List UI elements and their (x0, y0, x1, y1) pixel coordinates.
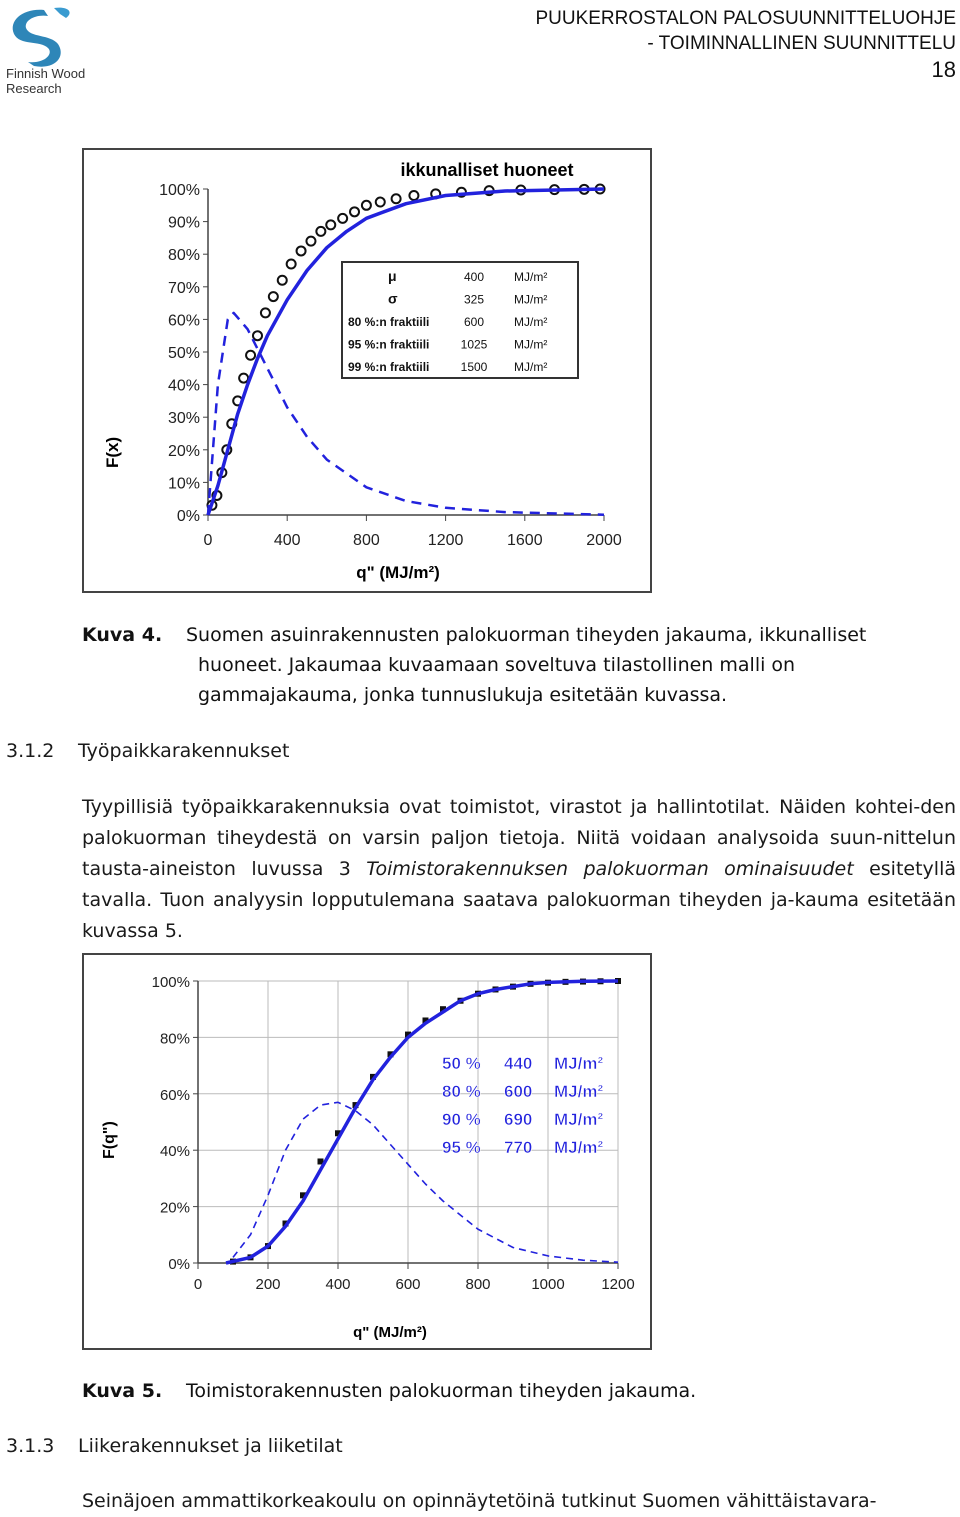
percentile-unit: MJ/m² (554, 1054, 604, 1073)
x-tick-label: 800 (465, 1276, 491, 1293)
figure-5-chart (84, 955, 650, 1348)
observed-data-point (261, 308, 270, 317)
percentile-value: 440 (504, 1054, 533, 1073)
percentile-unit: MJ/m² (554, 1138, 604, 1157)
x-tick-label: 1600 (507, 532, 543, 549)
chart1-stats-box (342, 262, 578, 378)
x-tick-label: 400 (273, 532, 301, 549)
stats-label: 99 %:n fraktiili (348, 360, 430, 374)
x-tick-label: 1200 (601, 1276, 635, 1293)
observed-data-point (253, 331, 262, 340)
observed-data-point (297, 246, 306, 255)
x-tick-label: 200 (255, 1276, 281, 1293)
chart1-title: ikkunalliset huoneet (400, 160, 574, 180)
logo-line1: Finnish Wood (6, 66, 86, 81)
section-number: 3.1.3 (6, 1435, 55, 1457)
logo-text (6, 66, 85, 96)
section-title: Liikerakennukset ja liiketilat (78, 1435, 343, 1457)
section-3-1-3-heading (6, 1432, 343, 1460)
caption4-line3: gammajakauma, jonka tunnuslukuja esitetään kuvassa. (198, 684, 728, 706)
x-tick-label: 0 (203, 532, 213, 549)
observed-data-point (306, 237, 315, 246)
y-tick-label: 0% (176, 508, 200, 525)
chart1-ylabel: F(x) (103, 436, 122, 468)
y-tick-label: 60% (159, 1086, 190, 1104)
chart2-axes (152, 974, 635, 1293)
y-tick-label: 50% (167, 345, 200, 362)
figure-4-frame (82, 148, 652, 593)
observed-data-point (316, 227, 325, 236)
body-paragraph-2: Seinäjoen ammattikorkeakoulu on opinnäytetöinä tutkinut Suomen vähittäistavara- (82, 1490, 877, 1512)
observed-data-point (246, 351, 255, 360)
percentile-unit: MJ/m² (554, 1082, 604, 1101)
stats-value: 1025 (460, 337, 488, 352)
percentile-unit: MJ/m² (554, 1110, 604, 1129)
body-paragraph-1 (82, 792, 956, 947)
y-tick-label: 70% (167, 279, 200, 297)
observed-data-point (326, 220, 335, 229)
paragraph1-text-b: esitetyllä tavalla. Tuon analyysin lopputulemana saatava palokuorman tiheyden ja-kauma esitetään kuvassa 5. (82, 858, 956, 942)
y-tick-label: 80% (159, 1030, 190, 1048)
y-tick-label: 0% (168, 1256, 190, 1273)
percentile-value: 690 (504, 1110, 533, 1129)
y-tick-label: 60% (167, 312, 200, 330)
header-title-line2: - TOIMINNALLINEN SUUNNITTELU (647, 33, 956, 54)
x-tick-label: 400 (325, 1276, 351, 1293)
x-tick-label: 600 (395, 1276, 421, 1293)
stats-label: σ (388, 290, 398, 307)
x-tick-label: 0 (193, 1276, 203, 1293)
stats-unit: MJ/m² (514, 315, 548, 329)
header-title-line1: PUUKERROSTALON PALOSUUNNITTELUOHJE (535, 8, 956, 29)
stats-label: 80 %:n fraktiili (348, 315, 430, 329)
stats-value: 1500 (460, 360, 488, 374)
percentile-label: 95 % (442, 1138, 481, 1157)
stats-value: 325 (463, 292, 485, 307)
percentile-label: 90 % (442, 1110, 481, 1129)
caption4-line1: Suomen asuinrakennusten palokuorman tiheyden jakauma, ikkunalliset (186, 624, 867, 646)
caption5-label: Kuva 5. (82, 1380, 163, 1402)
page-number: 18 (931, 57, 956, 82)
stats-value: 600 (463, 315, 485, 329)
percentile-value: 770 (504, 1138, 533, 1157)
y-tick-label: 100% (151, 974, 190, 991)
y-tick-label: 30% (167, 410, 200, 428)
stats-unit: MJ/m² (514, 270, 548, 284)
page-header (535, 6, 956, 84)
observed-data-point (287, 259, 296, 268)
figure-5-frame (82, 953, 652, 1350)
figure-4-caption (82, 620, 956, 712)
y-tick-label: 20% (159, 1199, 190, 1217)
y-tick-label: 80% (167, 247, 200, 265)
percentile-value: 600 (504, 1082, 533, 1101)
section-3-1-2-heading (6, 737, 289, 765)
percentile-label: 50 % (442, 1054, 481, 1073)
y-tick-label: 100% (159, 182, 200, 199)
section-title: Työpaikkarakennukset (78, 740, 290, 762)
y-tick-label: 20% (167, 442, 200, 460)
y-tick-label: 90% (167, 214, 200, 232)
observed-data-point (392, 194, 401, 203)
observed-data-point (338, 214, 347, 223)
stats-label: 95 %:n fraktiili (348, 337, 430, 352)
observed-data-point (362, 201, 371, 210)
x-tick-label: 1200 (427, 532, 464, 549)
stats-label: μ (388, 268, 397, 284)
section-number: 3.1.2 (6, 740, 55, 762)
observed-data-point (239, 374, 248, 383)
y-tick-label: 40% (159, 1143, 190, 1161)
chart2-percentile-table (442, 1054, 603, 1157)
caption4-line2: huoneet. Jakaumaa kuvaamaan soveltuva tilastollinen malli on (198, 654, 796, 676)
paragraph1-text-a: Tyypillisiä työpaikkarakennuksia ovat toimistot, virastot ja hallintotilat. Näiden kohtei-den palokuorman tiheydestä on varsin paljon tietoja. Niitä voidaan analysoida suun-nittelun tausta-aineiston luvussa 3 (82, 796, 956, 880)
caption4-label: Kuva 4. (82, 624, 163, 646)
caption5-text: Toimistorakennusten palokuorman tiheyden jakauma. (186, 1380, 697, 1402)
caption4-text (186, 620, 926, 710)
observed-data-point (350, 207, 359, 216)
stats-unit: MJ/m² (514, 337, 548, 352)
x-tick-label: 2000 (586, 532, 622, 549)
observed-data-point (376, 198, 385, 207)
y-tick-label: 40% (167, 377, 200, 395)
percentile-label: 80 % (442, 1082, 481, 1101)
observed-data-point (278, 276, 287, 285)
stats-unit: MJ/m² (514, 360, 548, 374)
chart1-xlabel: q" (MJ/m²) (356, 563, 440, 582)
logo-line2: Research (6, 81, 62, 96)
y-tick-label: 10% (167, 475, 200, 493)
observed-data-point (269, 292, 278, 301)
x-tick-label: 1000 (531, 1276, 565, 1293)
observed-data-point (409, 191, 418, 200)
chart2-xlabel: q" (MJ/m²) (353, 1324, 427, 1341)
stats-value: 400 (463, 270, 485, 284)
paragraph1-italic-reference: Toimistorakennuksen palokuorman ominaisuudet (366, 858, 854, 880)
figure-4-chart (84, 150, 650, 591)
stats-unit: MJ/m² (514, 292, 548, 307)
chart2-ylabel: F(q") (101, 1121, 118, 1159)
figure-5-caption (82, 1376, 956, 1406)
x-tick-label: 800 (353, 532, 380, 549)
